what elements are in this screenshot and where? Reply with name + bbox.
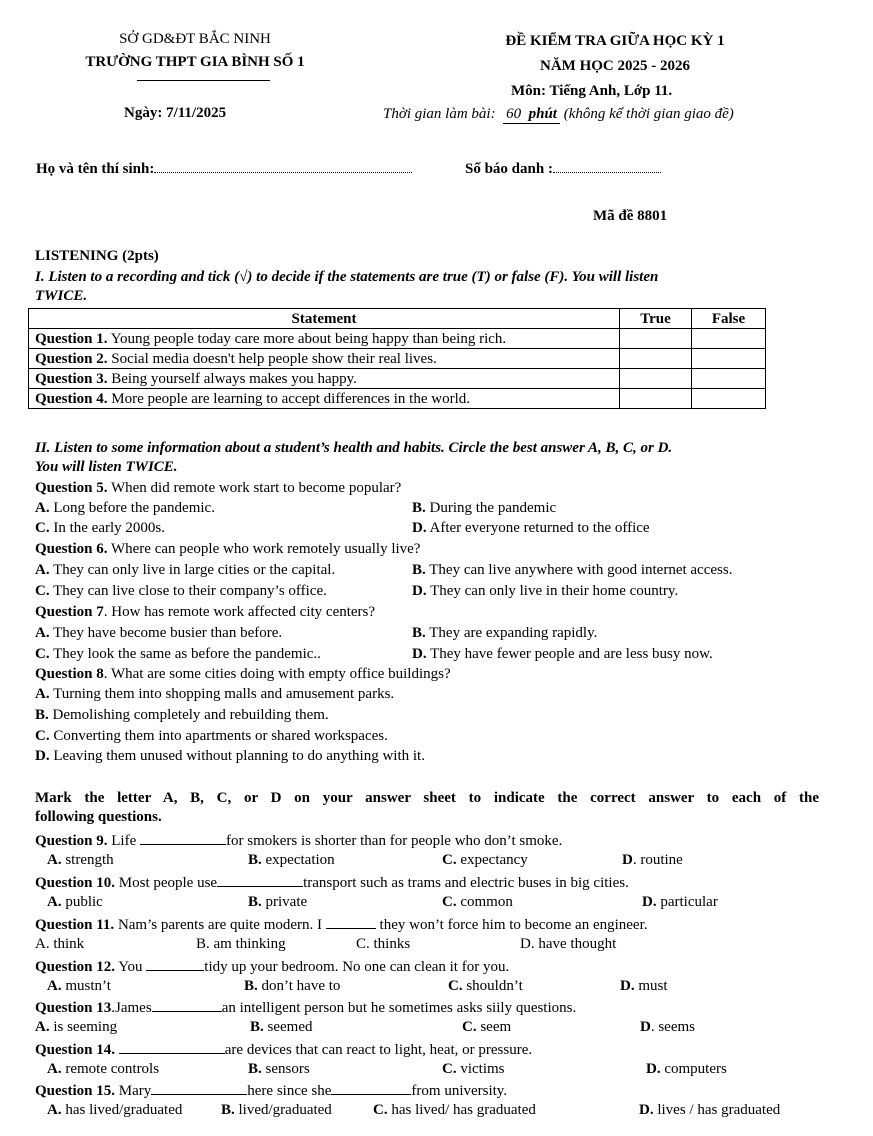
question-13: Question 13.James an intelligent person but he sometimes asks siily questions. bbox=[35, 1000, 577, 1016]
question-number: Question 2. bbox=[35, 350, 108, 367]
statement-text: Young people today care more about being happy than being rich. bbox=[107, 330, 507, 347]
option-a[interactable]: A. They can only live in large cities or the capital. bbox=[35, 562, 336, 578]
option-c[interactable]: C. expectancy bbox=[442, 852, 528, 868]
option-c[interactable]: C. common bbox=[442, 894, 513, 910]
option-c[interactable]: C. In the early 2000s. bbox=[35, 520, 165, 536]
false-checkbox[interactable] bbox=[692, 389, 766, 409]
answer-blank[interactable] bbox=[331, 1081, 411, 1095]
answer-blank[interactable] bbox=[326, 915, 376, 929]
true-checkbox[interactable] bbox=[620, 329, 692, 349]
table-row bbox=[29, 369, 766, 389]
part2-instruction-line2: You will listen TWICE. bbox=[35, 459, 178, 475]
statement-text: More people are learning to accept differences in the world. bbox=[107, 390, 470, 407]
false-checkbox[interactable] bbox=[692, 369, 766, 389]
option-b[interactable]: B. expectation bbox=[248, 852, 335, 868]
statement-cell bbox=[29, 349, 620, 369]
school-name: TRƯỜNG THPT GIA BÌNH SỐ 1 bbox=[85, 54, 305, 70]
question-10: Question 10. Most people use transport such as trams and electric buses in big cities. bbox=[35, 875, 629, 891]
option-b[interactable]: B. private bbox=[248, 894, 308, 910]
option-b[interactable]: B. lived/graduated bbox=[221, 1102, 332, 1118]
option-c[interactable]: C. seem bbox=[462, 1019, 512, 1035]
option-d[interactable]: D. must bbox=[620, 978, 668, 994]
question-number: Question 3. bbox=[35, 370, 108, 387]
student-name-line bbox=[36, 160, 412, 178]
option-c[interactable]: C. thinks bbox=[356, 936, 411, 952]
part2-instruction-line1: II. Listen to some information about a student’s health and habits. Circle the best answer A, B, C, or D. bbox=[35, 440, 673, 456]
option-a[interactable]: A. They have become busier than before. bbox=[35, 625, 283, 641]
option-c[interactable]: C. Converting them into apartments or shared workspaces. bbox=[35, 728, 388, 744]
header-false: False bbox=[692, 309, 766, 329]
question-number: Question 5. bbox=[35, 480, 108, 496]
answer-blank[interactable] bbox=[151, 1081, 247, 1095]
option-c[interactable]: C. victims bbox=[442, 1061, 505, 1077]
question-number: Question 4. bbox=[35, 390, 108, 407]
question-15: Question 15. Mary here since she from university. bbox=[35, 1083, 508, 1099]
statement-cell bbox=[29, 369, 620, 389]
question-text: . What are some cities doing with empty office buildings? bbox=[103, 666, 451, 682]
time-minutes-underlined bbox=[503, 106, 560, 124]
true-checkbox[interactable] bbox=[620, 389, 692, 409]
student-id-line bbox=[465, 160, 661, 178]
option-d[interactable]: D. seems bbox=[640, 1019, 696, 1035]
option-b[interactable]: B. am thinking bbox=[196, 936, 286, 952]
statement-table bbox=[28, 308, 766, 409]
option-b[interactable]: B. seemed bbox=[250, 1019, 313, 1035]
question-11: Question 11. Nam’s parents are quite modern. I they won’t force him to become an engineer. bbox=[35, 917, 648, 933]
time-unit: phút bbox=[528, 106, 557, 122]
table-row bbox=[29, 349, 766, 369]
table-row bbox=[29, 329, 766, 349]
answer-blank[interactable] bbox=[152, 998, 222, 1012]
time-minutes: 60 bbox=[506, 106, 522, 122]
subject-line: Môn: Tiếng Anh, Lớp 11. bbox=[511, 83, 673, 99]
option-a[interactable]: A. public bbox=[47, 894, 103, 910]
option-a[interactable]: A. Turning them into shopping malls and amusement parks. bbox=[35, 686, 395, 702]
option-d[interactable]: D. Leaving them unused without planning to do anything with it. bbox=[35, 748, 425, 764]
option-c[interactable]: C. shouldn’t bbox=[448, 978, 523, 994]
exam-date: Ngày: 7/11/2025 bbox=[124, 105, 227, 121]
student-name-label: Họ và tên thí sinh: bbox=[36, 161, 155, 177]
student-id-field[interactable] bbox=[553, 160, 661, 173]
true-checkbox[interactable] bbox=[620, 349, 692, 369]
option-d[interactable]: D. After everyone returned to the office bbox=[412, 520, 650, 536]
option-b[interactable]: B. Demolishing completely and rebuilding them. bbox=[35, 707, 329, 723]
exam-code: Mã đề 8801 bbox=[593, 208, 668, 224]
answer-blank[interactable] bbox=[119, 1040, 225, 1054]
option-b[interactable]: B. They are expanding rapidly. bbox=[412, 625, 598, 641]
option-a[interactable]: A. strength bbox=[47, 852, 114, 868]
table-header-row bbox=[29, 309, 766, 329]
option-d[interactable]: D. have thought bbox=[520, 936, 617, 952]
header-statement: Statement bbox=[29, 309, 620, 329]
answer-blank[interactable] bbox=[217, 873, 303, 887]
option-a[interactable]: A. think bbox=[35, 936, 85, 952]
option-b[interactable]: B. sensors bbox=[248, 1061, 310, 1077]
option-d[interactable]: D. particular bbox=[642, 894, 718, 910]
option-b[interactable]: B. They can live anywhere with good internet access. bbox=[412, 562, 733, 578]
question-number: Question 8 bbox=[35, 666, 104, 682]
false-checkbox[interactable] bbox=[692, 349, 766, 369]
option-a[interactable]: A. Long before the pandemic. bbox=[35, 500, 215, 516]
time-prefix: Thời gian làm bài: bbox=[383, 106, 496, 122]
option-a[interactable]: A. remote controls bbox=[47, 1061, 160, 1077]
statement-cell bbox=[29, 389, 620, 409]
question-text: When did remote work start to become popular? bbox=[107, 480, 402, 496]
student-name-field[interactable] bbox=[154, 160, 412, 173]
table-row bbox=[29, 389, 766, 409]
option-d[interactable]: D. computers bbox=[646, 1061, 727, 1077]
answer-blank[interactable] bbox=[140, 831, 226, 845]
question-text: Where can people who work remotely usually live? bbox=[107, 541, 421, 557]
department-name: SỞ GD&ĐT BẮC NINH bbox=[119, 31, 271, 47]
time-allowed bbox=[383, 106, 734, 124]
statement-text: Being yourself always makes you happy. bbox=[107, 370, 357, 387]
question-text: . How has remote work affected city centers? bbox=[103, 604, 376, 620]
option-d[interactable]: D. They can only live in their home country. bbox=[412, 583, 679, 599]
option-c[interactable]: C. has lived/ has graduated bbox=[373, 1102, 536, 1118]
answer-blank[interactable] bbox=[146, 957, 204, 971]
question-9: Question 9. Life for smokers is shorter than for people who don’t smoke. bbox=[35, 833, 563, 849]
question-12: Question 12. You tidy up your bedroom. No one can clean it for you. bbox=[35, 959, 510, 975]
option-c[interactable]: C. They can live close to their company’s office. bbox=[35, 583, 327, 599]
time-suffix: (không kể thời gian giao đề) bbox=[563, 106, 734, 122]
option-d[interactable]: D. routine bbox=[622, 852, 683, 868]
option-d[interactable]: D. They have fewer people and are less busy now. bbox=[412, 646, 713, 662]
student-id-label: Số báo danh : bbox=[465, 161, 553, 177]
mark-instruction-line1: Mark the letter A, B, C, or D on your answer sheet to indicate the correct answer to each of the bbox=[35, 790, 819, 806]
part1-instruction-line2: TWICE. bbox=[35, 288, 88, 304]
mark-instruction-line2: following questions. bbox=[35, 809, 162, 825]
false-checkbox[interactable] bbox=[692, 329, 766, 349]
question-8 bbox=[35, 666, 451, 683]
header-divider bbox=[137, 80, 270, 81]
true-checkbox[interactable] bbox=[620, 369, 692, 389]
listening-title: LISTENING (2pts) bbox=[35, 248, 159, 264]
question-number: Question 7 bbox=[35, 604, 104, 620]
header-true: True bbox=[620, 309, 692, 329]
option-b[interactable]: B. don’t have to bbox=[244, 978, 341, 994]
question-6 bbox=[35, 541, 420, 558]
question-14: Question 14. are devices that can react to light, heat, or pressure. bbox=[35, 1042, 533, 1058]
question-number: Question 1. bbox=[35, 330, 108, 347]
option-a[interactable]: A. has lived/graduated bbox=[47, 1102, 183, 1118]
school-year: NĂM HỌC 2025 - 2026 bbox=[540, 58, 690, 74]
exam-title: ĐỀ KIỂM TRA GIỮA HỌC KỲ 1 bbox=[505, 33, 725, 49]
part1-instruction-line1: I. Listen to a recording and tick (√) to decide if the statements are true (T) or false (F). You will listen bbox=[35, 269, 659, 285]
option-a[interactable]: A. is seeming bbox=[35, 1019, 118, 1035]
option-c[interactable]: C. They look the same as before the pandemic.. bbox=[35, 646, 321, 662]
statement-cell bbox=[29, 329, 620, 349]
question-5 bbox=[35, 480, 401, 497]
statement-text: Social media doesn't help people show their real lives. bbox=[107, 350, 437, 367]
question-7 bbox=[35, 604, 375, 621]
question-number: Question 6. bbox=[35, 541, 108, 557]
option-a[interactable]: A. mustn’t bbox=[47, 978, 111, 994]
option-d[interactable]: D. lives / has graduated bbox=[639, 1102, 781, 1118]
option-b[interactable]: B. During the pandemic bbox=[412, 500, 557, 516]
